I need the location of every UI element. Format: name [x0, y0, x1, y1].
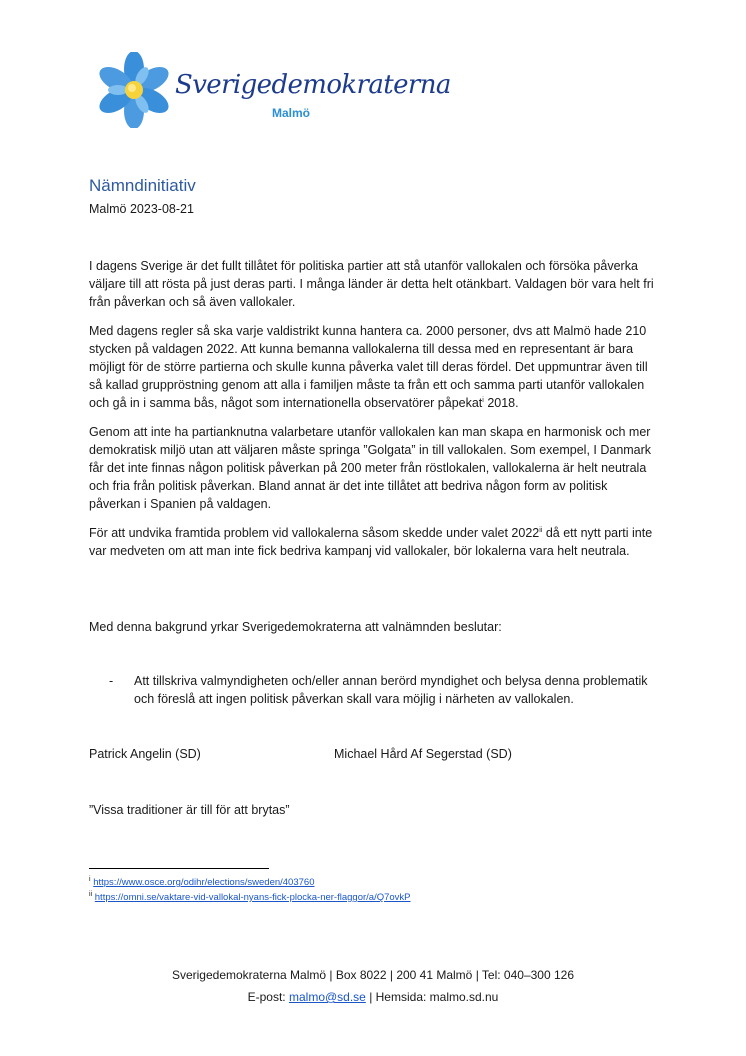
footnote-1: [89, 877, 314, 888]
logo: [94, 52, 451, 128]
demand-statement: Med denna bakgrund yrkar Sverigedemokraterna att valnämnden beslutar:: [89, 620, 502, 634]
body-text: [89, 257, 659, 570]
paragraph-4-text: För att undvika framtida problem vid vallokalerna såsom skedde under valet 2022: [89, 525, 540, 540]
bullet-text: Att tillskriva valmyndigheten och/eller annan berörd myndighet och belysa denna problematik och föreslå att ingen politisk påverkan skall vara möjlig i närheten av vallokalen.: [134, 674, 648, 707]
footnote-2-mark: ii: [89, 890, 93, 898]
footnote-2-link[interactable]: https://omni.se/vaktare-vid-vallokal-nyans-fick-plocka-ner-flaggor/a/Q7ovkP: [94, 892, 411, 903]
paragraph-2-end: 2018.: [483, 396, 519, 411]
footnote-ref-2[interactable]: ii: [539, 526, 543, 534]
closing-quote: ”Vissa traditioner är till för att brytas”: [89, 803, 290, 817]
footer-web: [0, 990, 746, 1004]
footer-website: | Hemsida: malmo.sd.nu: [365, 990, 499, 1004]
footnote-2: [89, 892, 411, 903]
bullet-dash: -: [109, 674, 114, 688]
footer-email-link[interactable]: malmo@sd.se: [288, 990, 366, 1004]
paragraph-4: [89, 524, 659, 560]
document-date: Malmö 2023-08-21: [89, 202, 194, 216]
signature-2: Michael Hård Af Segerstad (SD): [334, 747, 512, 761]
list-item: [109, 672, 669, 708]
signature-1: Patrick Angelin (SD): [89, 747, 201, 761]
document-title: Nämndinitiativ: [89, 176, 196, 195]
paragraph-1: I dagens Sverige är det fullt tillåtet för politiska partier att stå utanför vallokalen och försöka påverka väljare till att rösta på just deras parti. I många länder är detta helt otänkbart. Valdagen bör vara helt fri från påverkan och så även vallokaler.: [89, 259, 654, 310]
footer-contact: Sverigedemokraterna Malmö | Box 8022 | 200 41 Malmö | Tel: 040–300 126: [171, 968, 575, 982]
footnote-1-link[interactable]: https://www.osce.org/odihr/elections/sweden/403760: [93, 877, 315, 888]
logo-wordmark: Sverigedemokraterna: [175, 70, 451, 100]
footer-email-label: E-post:: [247, 990, 289, 1004]
paragraph-2-text: Med dagens regler så ska varje valdistrikt kunna hantera ca. 2000 personer, dvs att Malmö hade 210 stycken på valdagen 2022. Att kunna bemanna vallokalerna till dessa med en representant är bara möjligt för de större partierna och skulle kunna påverka valet till deras fördel. Det uppmuntrar även till så kallad gruppröstning genom att alla i familjen måste ta från ett och samma parti utanför vallokalen och gå in i samma bås, något som internationella observatörer påpekat: [89, 323, 648, 411]
paragraph-4-end: då ett nytt parti inte var medveten om att man inte fick bedriva kampanj vid vallokaler, bör lokalerna vara helt neutrala.: [89, 525, 653, 558]
footnote-divider: [89, 868, 269, 869]
paragraph-2: [89, 322, 659, 413]
footnote-1-mark: i: [89, 875, 91, 883]
paragraph-3: Genom att inte ha partianknutna valarbetare utanför vallokalen kan man skapa en harmonisk och mer demokratisk miljö utan att väljaren måste springa ”Golgata” in till vallokalen. Som exempel, I Danmark får det inte finnas någon politisk påverkan på 200 meter från röstlokalen, vallokalerna är helt neutrala och fria från politisk påverkan. Bland annat är det inte tillåtet att bedriva någon form av politisk påverkan i Spanien på valdagen.: [89, 424, 652, 512]
logo-subtitle: Malmö: [272, 106, 311, 120]
footnote-ref-1[interactable]: i: [482, 397, 484, 405]
blue-anemone-flower-icon: [94, 52, 178, 128]
